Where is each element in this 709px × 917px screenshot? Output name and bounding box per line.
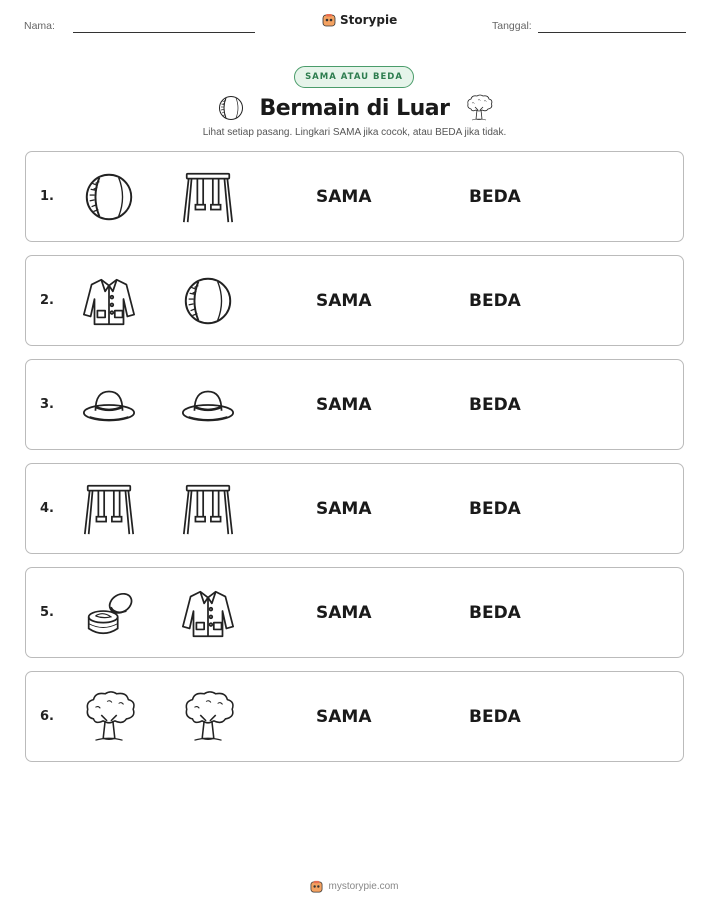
row-number: 5. xyxy=(40,605,54,620)
question-row xyxy=(25,255,684,346)
swing-icon xyxy=(79,480,139,538)
question-row xyxy=(25,151,684,242)
option-sama[interactable]: SAMA xyxy=(316,290,372,311)
option-beda[interactable]: BEDA xyxy=(469,186,521,207)
activity-badge: SAMA ATAU BEDA xyxy=(294,66,414,88)
row-number: 4. xyxy=(40,501,54,516)
page-title: Bermain di Luar xyxy=(259,95,450,121)
hat-icon xyxy=(178,376,238,434)
row-number: 2. xyxy=(40,293,54,308)
date-field[interactable] xyxy=(538,32,686,33)
swing-icon xyxy=(178,168,238,226)
tree-icon xyxy=(464,93,494,123)
tree-icon xyxy=(178,688,238,746)
row-number: 6. xyxy=(40,709,54,724)
storypie-logo-icon xyxy=(322,13,336,27)
baseball-icon xyxy=(79,168,139,226)
jacket-icon xyxy=(79,272,139,330)
row-number: 1. xyxy=(40,189,54,204)
storypie-logo-icon xyxy=(310,880,323,893)
footer-url[interactable]: mystorypie.com xyxy=(328,881,399,892)
footer xyxy=(0,880,709,893)
question-row xyxy=(25,671,684,762)
question-row xyxy=(25,463,684,554)
option-beda[interactable]: BEDA xyxy=(469,394,521,415)
sunscreen-icon xyxy=(79,584,139,642)
option-beda[interactable]: BEDA xyxy=(469,706,521,727)
question-row xyxy=(25,359,684,450)
worksheet-header xyxy=(0,0,709,50)
baseball-icon xyxy=(216,93,246,123)
name-field[interactable] xyxy=(73,32,255,33)
option-sama[interactable]: SAMA xyxy=(316,394,372,415)
title-row xyxy=(0,91,709,125)
question-row xyxy=(25,567,684,658)
instructions: Lihat setiap pasang. Lingkari SAMA jika cocok, atau BEDA jika tidak. xyxy=(202,127,507,138)
option-beda[interactable]: BEDA xyxy=(469,290,521,311)
option-beda[interactable]: BEDA xyxy=(469,602,521,623)
option-sama[interactable]: SAMA xyxy=(316,186,372,207)
swing-icon xyxy=(178,480,238,538)
option-sama[interactable]: SAMA xyxy=(316,602,372,623)
date-label: Tanggal: xyxy=(492,20,532,32)
hat-icon xyxy=(79,376,139,434)
jacket-icon xyxy=(178,584,238,642)
option-beda[interactable]: BEDA xyxy=(469,498,521,519)
option-sama[interactable]: SAMA xyxy=(316,706,372,727)
option-sama[interactable]: SAMA xyxy=(316,498,372,519)
brand-logo xyxy=(322,13,397,27)
baseball-icon xyxy=(178,272,238,330)
row-number: 3. xyxy=(40,397,54,412)
brand-name: Storypie xyxy=(340,13,398,27)
name-label: Nama: xyxy=(24,20,55,32)
tree-icon xyxy=(79,688,139,746)
